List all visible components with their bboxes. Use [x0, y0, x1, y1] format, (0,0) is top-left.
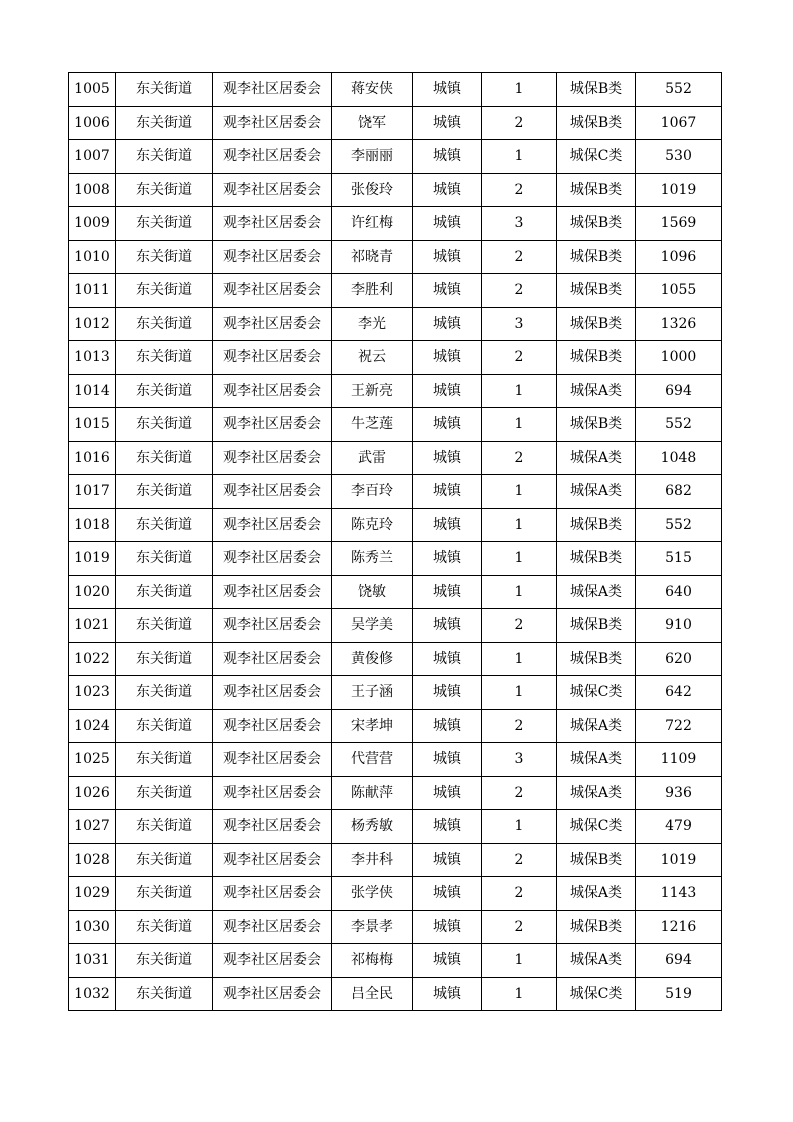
- cell-category: 城保C类: [557, 977, 636, 1011]
- cell-id: 1014: [69, 374, 116, 408]
- cell-household-type: 城镇: [413, 977, 482, 1011]
- cell-category: 城保B类: [557, 408, 636, 442]
- cell-amount: 1096: [636, 240, 722, 274]
- cell-member-count: 1: [482, 408, 557, 442]
- cell-member-count: 1: [482, 676, 557, 710]
- table-row: [69, 374, 722, 408]
- cell-id: 1006: [69, 106, 116, 140]
- cell-id: 1021: [69, 609, 116, 643]
- cell-name: 饶敏: [332, 575, 413, 609]
- cell-name: 李丽丽: [332, 140, 413, 174]
- cell-household-type: 城镇: [413, 106, 482, 140]
- cell-amount: 1048: [636, 441, 722, 475]
- cell-id: 1015: [69, 408, 116, 442]
- cell-id: 1010: [69, 240, 116, 274]
- cell-category: 城保A类: [557, 877, 636, 911]
- cell-household-type: 城镇: [413, 843, 482, 877]
- cell-name: 祁梅梅: [332, 944, 413, 978]
- cell-household-type: 城镇: [413, 877, 482, 911]
- cell-subdistrict: 东关街道: [116, 609, 213, 643]
- cell-community: 观李社区居委会: [213, 207, 332, 241]
- cell-name: 陈克玲: [332, 508, 413, 542]
- cell-name: 许红梅: [332, 207, 413, 241]
- cell-community: 观李社区居委会: [213, 341, 332, 375]
- cell-category: 城保A类: [557, 475, 636, 509]
- cell-category: 城保B类: [557, 73, 636, 107]
- table-row: [69, 408, 722, 442]
- cell-amount: 519: [636, 977, 722, 1011]
- cell-amount: 552: [636, 73, 722, 107]
- cell-name: 王子涵: [332, 676, 413, 710]
- cell-household-type: 城镇: [413, 508, 482, 542]
- cell-community: 观李社区居委会: [213, 910, 332, 944]
- cell-subdistrict: 东关街道: [116, 441, 213, 475]
- cell-amount: 1000: [636, 341, 722, 375]
- cell-name: 李景孝: [332, 910, 413, 944]
- cell-amount: 1019: [636, 843, 722, 877]
- table-row: [69, 810, 722, 844]
- cell-household-type: 城镇: [413, 207, 482, 241]
- cell-member-count: 1: [482, 475, 557, 509]
- cell-subdistrict: 东关街道: [116, 542, 213, 576]
- cell-amount: 620: [636, 642, 722, 676]
- cell-category: 城保C类: [557, 810, 636, 844]
- cell-amount: 552: [636, 508, 722, 542]
- cell-household-type: 城镇: [413, 944, 482, 978]
- cell-amount: 530: [636, 140, 722, 174]
- cell-amount: 1569: [636, 207, 722, 241]
- cell-subdistrict: 东关街道: [116, 73, 213, 107]
- cell-category: 城保A类: [557, 743, 636, 777]
- table-row: [69, 676, 722, 710]
- table-row: [69, 106, 722, 140]
- cell-member-count: 1: [482, 374, 557, 408]
- cell-subdistrict: 东关街道: [116, 877, 213, 911]
- cell-household-type: 城镇: [413, 240, 482, 274]
- cell-amount: 1019: [636, 173, 722, 207]
- cell-category: 城保B类: [557, 274, 636, 308]
- cell-amount: 640: [636, 575, 722, 609]
- table-row: [69, 642, 722, 676]
- cell-member-count: 1: [482, 73, 557, 107]
- table-row: [69, 207, 722, 241]
- table-row: [69, 173, 722, 207]
- cell-subdistrict: 东关街道: [116, 374, 213, 408]
- cell-id: 1005: [69, 73, 116, 107]
- cell-amount: 552: [636, 408, 722, 442]
- table-row: [69, 709, 722, 743]
- cell-category: 城保B类: [557, 542, 636, 576]
- cell-community: 观李社区居委会: [213, 810, 332, 844]
- cell-community: 观李社区居委会: [213, 676, 332, 710]
- table-row: [69, 441, 722, 475]
- cell-member-count: 3: [482, 307, 557, 341]
- cell-name: 陈秀兰: [332, 542, 413, 576]
- cell-category: 城保B类: [557, 307, 636, 341]
- cell-household-type: 城镇: [413, 408, 482, 442]
- cell-category: 城保B类: [557, 106, 636, 140]
- cell-id: 1031: [69, 944, 116, 978]
- cell-community: 观李社区居委会: [213, 408, 332, 442]
- cell-category: 城保C类: [557, 676, 636, 710]
- cell-category: 城保B类: [557, 508, 636, 542]
- cell-member-count: 1: [482, 944, 557, 978]
- cell-category: 城保B类: [557, 609, 636, 643]
- cell-household-type: 城镇: [413, 475, 482, 509]
- cell-member-count: 2: [482, 441, 557, 475]
- table-row: [69, 743, 722, 777]
- cell-subdistrict: 东关街道: [116, 776, 213, 810]
- cell-id: 1013: [69, 341, 116, 375]
- cell-amount: 682: [636, 475, 722, 509]
- cell-name: 饶军: [332, 106, 413, 140]
- cell-community: 观李社区居委会: [213, 743, 332, 777]
- table-row: [69, 274, 722, 308]
- cell-name: 王新亮: [332, 374, 413, 408]
- cell-community: 观李社区居委会: [213, 106, 332, 140]
- cell-category: 城保B类: [557, 207, 636, 241]
- cell-member-count: 1: [482, 140, 557, 174]
- cell-name: 吕全民: [332, 977, 413, 1011]
- cell-community: 观李社区居委会: [213, 274, 332, 308]
- cell-subdistrict: 东关街道: [116, 140, 213, 174]
- cell-amount: 722: [636, 709, 722, 743]
- cell-id: 1030: [69, 910, 116, 944]
- cell-subdistrict: 东关街道: [116, 508, 213, 542]
- cell-name: 杨秀敏: [332, 810, 413, 844]
- cell-member-count: 2: [482, 106, 557, 140]
- cell-member-count: 2: [482, 776, 557, 810]
- cell-member-count: 2: [482, 910, 557, 944]
- cell-amount: 1109: [636, 743, 722, 777]
- cell-member-count: 2: [482, 341, 557, 375]
- cell-member-count: 1: [482, 575, 557, 609]
- cell-subdistrict: 东关街道: [116, 408, 213, 442]
- cell-subdistrict: 东关街道: [116, 709, 213, 743]
- cell-id: 1027: [69, 810, 116, 844]
- cell-community: 观李社区居委会: [213, 609, 332, 643]
- cell-community: 观李社区居委会: [213, 977, 332, 1011]
- cell-member-count: 1: [482, 977, 557, 1011]
- cell-category: 城保A类: [557, 776, 636, 810]
- table-row: [69, 575, 722, 609]
- cell-name: 李胜利: [332, 274, 413, 308]
- cell-household-type: 城镇: [413, 140, 482, 174]
- cell-member-count: 2: [482, 877, 557, 911]
- cell-name: 李光: [332, 307, 413, 341]
- cell-subdistrict: 东关街道: [116, 240, 213, 274]
- cell-subdistrict: 东关街道: [116, 173, 213, 207]
- cell-household-type: 城镇: [413, 776, 482, 810]
- cell-household-type: 城镇: [413, 173, 482, 207]
- cell-amount: 1216: [636, 910, 722, 944]
- cell-member-count: 2: [482, 609, 557, 643]
- cell-id: 1023: [69, 676, 116, 710]
- cell-subdistrict: 东关街道: [116, 810, 213, 844]
- cell-household-type: 城镇: [413, 274, 482, 308]
- table-row: [69, 140, 722, 174]
- cell-household-type: 城镇: [413, 341, 482, 375]
- table-row: [69, 776, 722, 810]
- cell-id: 1008: [69, 173, 116, 207]
- cell-household-type: 城镇: [413, 542, 482, 576]
- table-row: [69, 508, 722, 542]
- cell-amount: 1143: [636, 877, 722, 911]
- table-row: [69, 977, 722, 1011]
- cell-member-count: 1: [482, 642, 557, 676]
- cell-community: 观李社区居委会: [213, 307, 332, 341]
- cell-member-count: 3: [482, 743, 557, 777]
- cell-category: 城保B类: [557, 843, 636, 877]
- cell-id: 1016: [69, 441, 116, 475]
- table-row: [69, 910, 722, 944]
- table-row: [69, 240, 722, 274]
- cell-name: 张俊玲: [332, 173, 413, 207]
- cell-name: 代营营: [332, 743, 413, 777]
- cell-member-count: 2: [482, 843, 557, 877]
- cell-member-count: 2: [482, 173, 557, 207]
- cell-community: 观李社区居委会: [213, 173, 332, 207]
- cell-id: 1017: [69, 475, 116, 509]
- cell-community: 观李社区居委会: [213, 374, 332, 408]
- cell-community: 观李社区居委会: [213, 240, 332, 274]
- cell-subdistrict: 东关街道: [116, 843, 213, 877]
- cell-name: 李井科: [332, 843, 413, 877]
- cell-subdistrict: 东关街道: [116, 475, 213, 509]
- cell-community: 观李社区居委会: [213, 73, 332, 107]
- cell-name: 宋孝坤: [332, 709, 413, 743]
- cell-category: 城保C类: [557, 140, 636, 174]
- cell-name: 李百玲: [332, 475, 413, 509]
- table-row: [69, 843, 722, 877]
- cell-amount: 694: [636, 944, 722, 978]
- table-row: [69, 944, 722, 978]
- cell-household-type: 城镇: [413, 73, 482, 107]
- cell-id: 1019: [69, 542, 116, 576]
- cell-community: 观李社区居委会: [213, 441, 332, 475]
- cell-id: 1022: [69, 642, 116, 676]
- cell-amount: 642: [636, 676, 722, 710]
- cell-amount: 936: [636, 776, 722, 810]
- cell-member-count: 2: [482, 240, 557, 274]
- cell-name: 蒋安侠: [332, 73, 413, 107]
- cell-name: 武雷: [332, 441, 413, 475]
- records-table: [68, 72, 722, 1011]
- cell-id: 1029: [69, 877, 116, 911]
- cell-amount: 1055: [636, 274, 722, 308]
- cell-member-count: 2: [482, 709, 557, 743]
- cell-category: 城保A类: [557, 944, 636, 978]
- cell-subdistrict: 东关街道: [116, 977, 213, 1011]
- cell-member-count: 1: [482, 508, 557, 542]
- cell-id: 1011: [69, 274, 116, 308]
- cell-name: 祝云: [332, 341, 413, 375]
- cell-amount: 1067: [636, 106, 722, 140]
- cell-subdistrict: 东关街道: [116, 575, 213, 609]
- cell-id: 1028: [69, 843, 116, 877]
- cell-community: 观李社区居委会: [213, 709, 332, 743]
- table-row: [69, 341, 722, 375]
- cell-category: 城保A类: [557, 575, 636, 609]
- cell-household-type: 城镇: [413, 441, 482, 475]
- table-row: [69, 475, 722, 509]
- cell-household-type: 城镇: [413, 676, 482, 710]
- cell-id: 1018: [69, 508, 116, 542]
- cell-category: 城保A类: [557, 709, 636, 743]
- cell-subdistrict: 东关街道: [116, 676, 213, 710]
- cell-community: 观李社区居委会: [213, 642, 332, 676]
- cell-amount: 479: [636, 810, 722, 844]
- cell-community: 观李社区居委会: [213, 944, 332, 978]
- cell-household-type: 城镇: [413, 374, 482, 408]
- cell-amount: 1326: [636, 307, 722, 341]
- cell-name: 牛芝莲: [332, 408, 413, 442]
- cell-subdistrict: 东关街道: [116, 944, 213, 978]
- cell-household-type: 城镇: [413, 575, 482, 609]
- cell-subdistrict: 东关街道: [116, 910, 213, 944]
- cell-subdistrict: 东关街道: [116, 743, 213, 777]
- cell-subdistrict: 东关街道: [116, 642, 213, 676]
- cell-category: 城保B类: [557, 240, 636, 274]
- cell-category: 城保B类: [557, 341, 636, 375]
- cell-household-type: 城镇: [413, 609, 482, 643]
- cell-member-count: 2: [482, 274, 557, 308]
- cell-community: 观李社区居委会: [213, 877, 332, 911]
- cell-member-count: 1: [482, 810, 557, 844]
- cell-household-type: 城镇: [413, 810, 482, 844]
- cell-category: 城保A类: [557, 441, 636, 475]
- cell-id: 1025: [69, 743, 116, 777]
- cell-id: 1007: [69, 140, 116, 174]
- table-row: [69, 307, 722, 341]
- cell-subdistrict: 东关街道: [116, 207, 213, 241]
- cell-subdistrict: 东关街道: [116, 307, 213, 341]
- cell-subdistrict: 东关街道: [116, 106, 213, 140]
- cell-name: 黄俊修: [332, 642, 413, 676]
- cell-subdistrict: 东关街道: [116, 341, 213, 375]
- cell-amount: 694: [636, 374, 722, 408]
- cell-community: 观李社区居委会: [213, 508, 332, 542]
- cell-id: 1012: [69, 307, 116, 341]
- cell-name: 祁晓青: [332, 240, 413, 274]
- table-row: [69, 542, 722, 576]
- table-row: [69, 609, 722, 643]
- cell-household-type: 城镇: [413, 709, 482, 743]
- cell-community: 观李社区居委会: [213, 542, 332, 576]
- cell-community: 观李社区居委会: [213, 140, 332, 174]
- cell-amount: 910: [636, 609, 722, 643]
- cell-subdistrict: 东关街道: [116, 274, 213, 308]
- cell-household-type: 城镇: [413, 910, 482, 944]
- cell-id: 1020: [69, 575, 116, 609]
- cell-id: 1024: [69, 709, 116, 743]
- cell-id: 1009: [69, 207, 116, 241]
- cell-community: 观李社区居委会: [213, 843, 332, 877]
- cell-category: 城保B类: [557, 910, 636, 944]
- cell-community: 观李社区居委会: [213, 776, 332, 810]
- cell-community: 观李社区居委会: [213, 475, 332, 509]
- cell-member-count: 1: [482, 542, 557, 576]
- cell-household-type: 城镇: [413, 642, 482, 676]
- cell-household-type: 城镇: [413, 743, 482, 777]
- cell-category: 城保B类: [557, 642, 636, 676]
- cell-amount: 515: [636, 542, 722, 576]
- cell-member-count: 3: [482, 207, 557, 241]
- cell-name: 张学侠: [332, 877, 413, 911]
- cell-id: 1026: [69, 776, 116, 810]
- cell-name: 吴学美: [332, 609, 413, 643]
- records-body: [69, 73, 722, 1011]
- cell-community: 观李社区居委会: [213, 575, 332, 609]
- cell-name: 陈献萍: [332, 776, 413, 810]
- table-row: [69, 73, 722, 107]
- cell-category: 城保B类: [557, 173, 636, 207]
- cell-id: 1032: [69, 977, 116, 1011]
- cell-category: 城保A类: [557, 374, 636, 408]
- cell-household-type: 城镇: [413, 307, 482, 341]
- table-row: [69, 877, 722, 911]
